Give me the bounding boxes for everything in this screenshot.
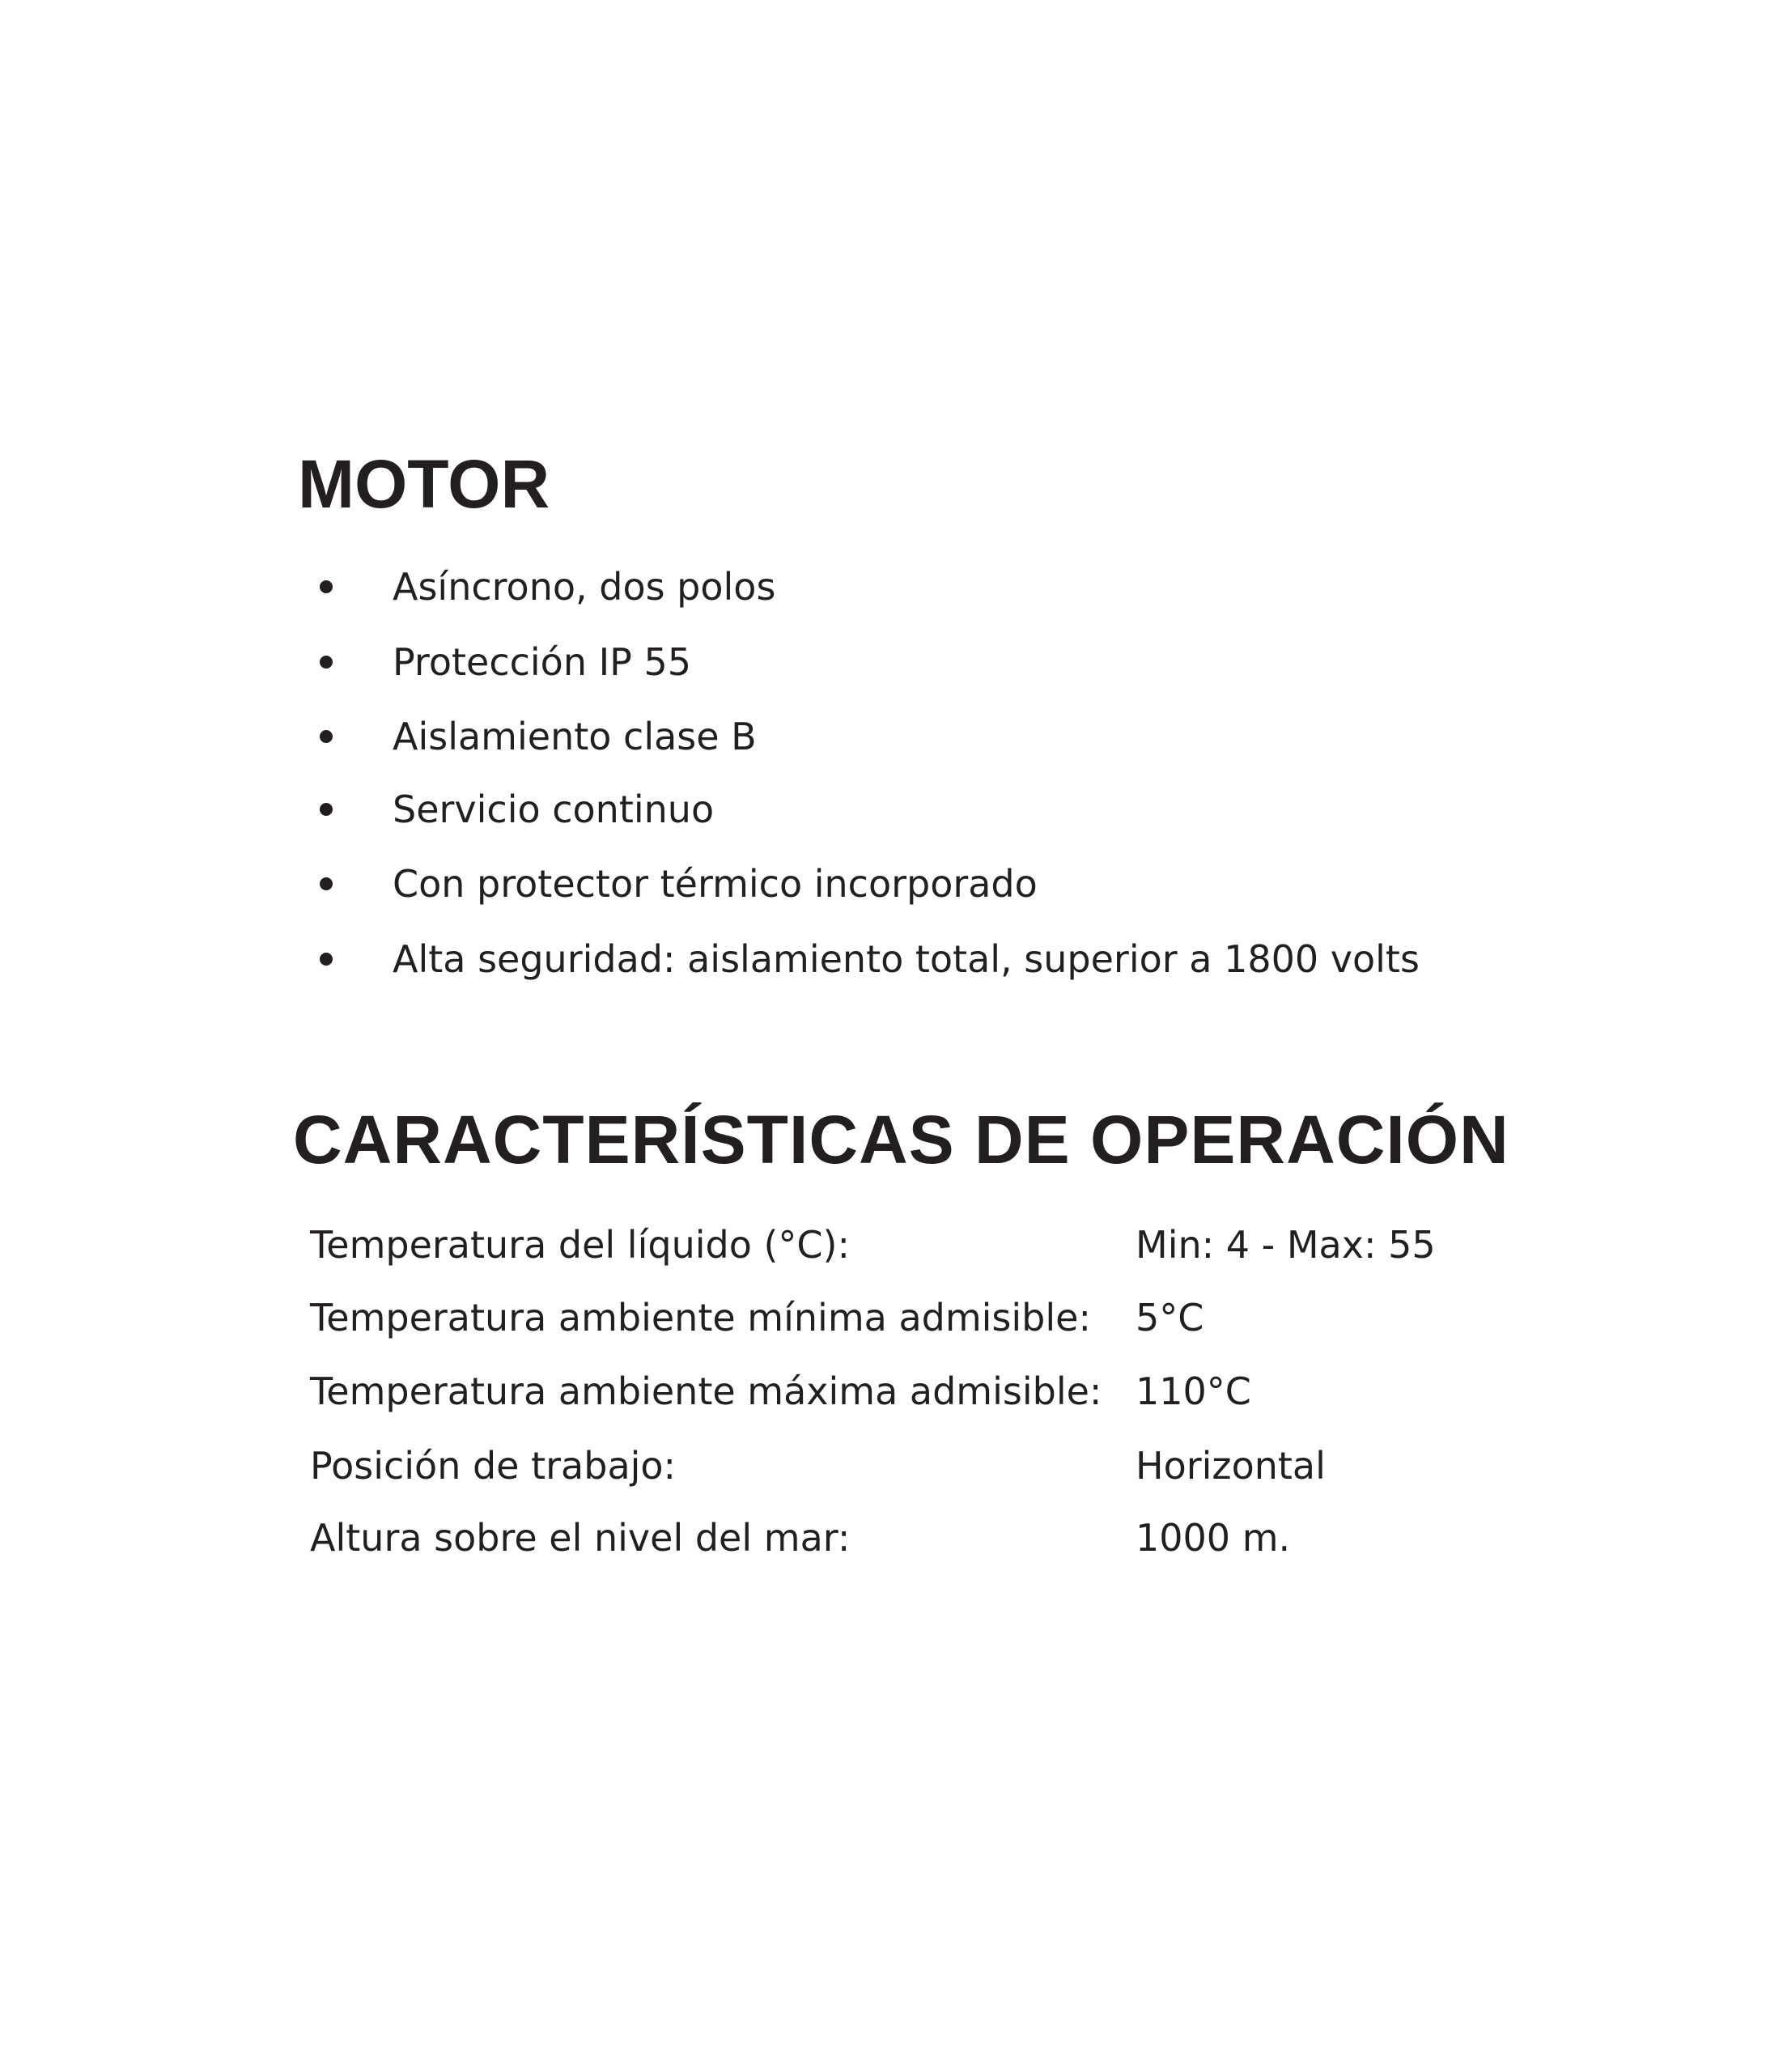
spec-label: Temperatura ambiente máxima admisible: <box>310 1369 1102 1413</box>
bullet-icon <box>320 953 333 966</box>
spec-value: Horizontal <box>1136 1444 1326 1488</box>
motor-feature-text: Servicio continuo <box>393 788 715 831</box>
bullet-icon <box>320 730 333 743</box>
bullet-icon <box>320 580 333 593</box>
motor-feature-text: Con protector térmico incorporado <box>393 862 1038 906</box>
operation-heading: CARACTERÍSTICAS DE OPERACIÓN <box>293 1102 1509 1178</box>
spec-label: Temperatura del líquido (°C): <box>310 1223 850 1267</box>
spec-value: 1000 m. <box>1136 1516 1291 1560</box>
bullet-icon <box>320 656 333 669</box>
motor-feature-text: Asíncrono, dos polos <box>393 565 776 609</box>
spec-label: Altura sobre el nivel del mar: <box>310 1516 851 1560</box>
spec-label: Posición de trabajo: <box>310 1444 677 1488</box>
spec-value: Min: 4 - Max: 55 <box>1136 1223 1436 1267</box>
motor-feature-text: Protección IP 55 <box>393 640 692 684</box>
spec-label: Temperatura ambiente mínima admisible: <box>310 1296 1091 1340</box>
motor-feature-text: Alta seguridad: aislamiento total, superior a 1800 volts <box>393 937 1420 981</box>
bullet-icon <box>320 877 333 890</box>
motor-feature-text: Aislamiento clase B <box>393 715 757 758</box>
motor-heading: MOTOR <box>298 446 550 522</box>
spec-value: 5°C <box>1136 1296 1204 1340</box>
spec-value: 110°C <box>1136 1369 1251 1413</box>
bullet-icon <box>320 803 333 816</box>
